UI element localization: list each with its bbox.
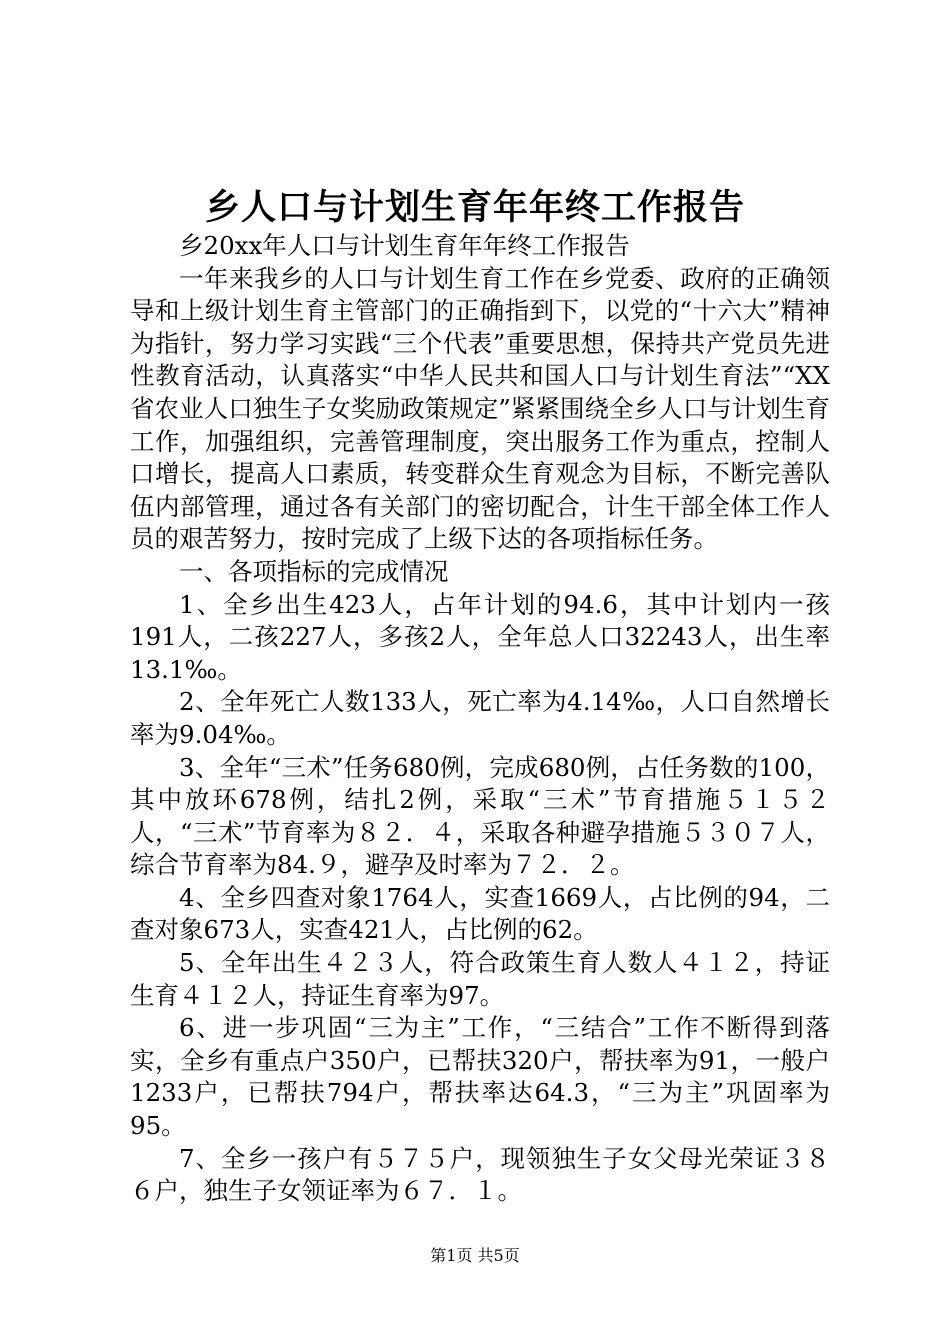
item-7-paragraph: 7、全乡一孩户有５７５户，现领独生子女父母光荣证３８６户，独生子女领证率为６７．１。 [130,1143,830,1206]
section-heading: 一、各项指标的完成情况 [179,556,449,586]
item-4-paragraph: 4、全乡四查对象1764人，实查1669人，占比例的94，二查对象673人，实查421人，占比例的62。 [130,882,830,945]
item-2-paragraph: 2、全年死亡人数133人，死亡率为4.14‰，人口自然增长率为9.04‰。 [130,687,830,749]
item-1-paragraph: 1、全乡出生423人，占年计划的94.6，其中计划内一孩191人，二孩227人，多孩2人，全年总人口32243人，出生率13.1‰。 [130,589,830,684]
document-title: 乡人口与计划生育年年终工作报告 [204,187,745,228]
intro-paragraph: 一年来我乡的人口与计划生育工作在乡党委、政府的正确领导和上级计划生育主管部门的正确指到下，以党的“十六大”精神为指针，努力学习实践“三个代表”重要思想，保持共产党员先进性教育活动，认真落实“中华人民共和国人口与计划生育法”“XX省农业人口独生子女奖励政策规定”紧紧围绕全乡人口与计划生育工作，加强组织，完善管理制度，突出服务工作为重点，控制人口增长，提高人口素质，转变群众生育观念为目标，不断完善队伍内部管理，通过各有关部门的密切配合，计生干部全体工作人员的艰苦努力，按时完成了上级下达的各项指标任务。 [130,263,830,554]
item-6-paragraph: 6、进一步巩固“三为主”工作，“三结合”工作不断得到落实，全乡有重点户350户，已帮扶320户，帮扶率为91，一般户1233户，已帮扶794户，帮扶率达64.3，“三为主”巩固率为95。 [130,1013,830,1141]
report-subtitle-paragraph: 乡20xx年人口与计划生育年年终工作报告 [179,231,630,260]
document-body [130,230,830,1208]
item-3-paragraph: 3、全年“三术”任务680例，完成680例，占任务数的100，其中放环678例，结扎2例，采取“三术”节育措施５１５２人，“三术”节育率为８２．４，采取各种避孕措施５３０７人，综合节育率为84.９，避孕及时率为７２．２。 [130,752,830,880]
page-number-footer: 第1页 共5页 [430,1246,520,1265]
item-5-paragraph: 5、全年出生４２３人，符合政策生育人数人４１２，持证生育４１２人，持证生育率为97。 [130,948,830,1010]
